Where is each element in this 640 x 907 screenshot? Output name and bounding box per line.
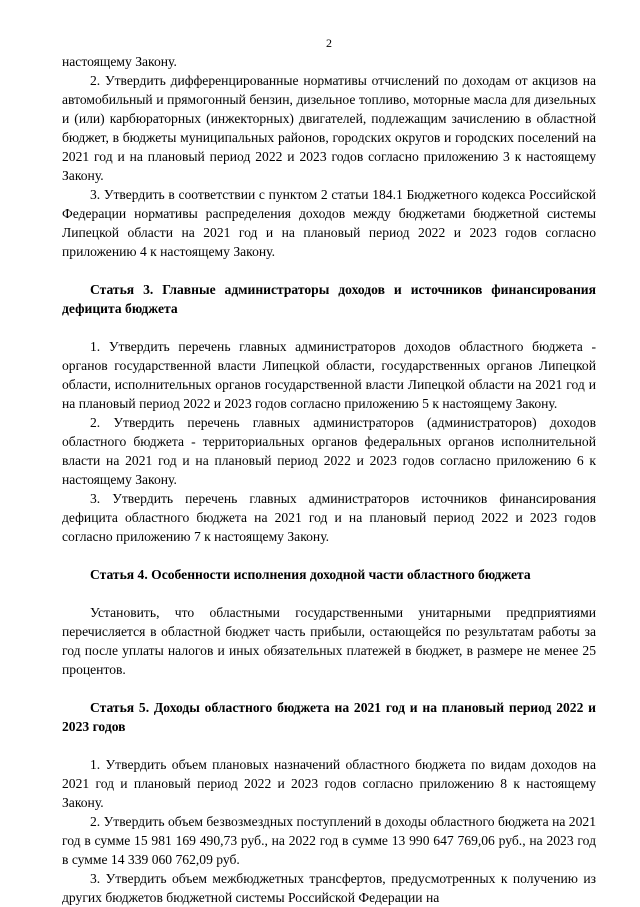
spacer <box>62 679 596 698</box>
article3-item-2: 2. Утвердить перечень главных администраторов (администраторов) доходов областного бюджета - территориальных органов федеральных органов исполнительной власти на 2021 год и на плановый период 2022 и 2023 годов согласно приложению 6 к настоящему Закону. <box>62 415 596 487</box>
article5-item-3: 3. Утвердить объем межбюджетных трансфертов, предусмотренных к получению из других бюджетов бюджетной системы Российской Федерации на <box>62 871 596 905</box>
article4-item-1: Установить, что областными государственными унитарными предприятиями перечисляется в областной бюджет часть прибыли, остающейся по результатам работы за год после уплаты налогов и иных обязательных платежей в бюджет, в размере не менее 25 процентов. <box>62 605 596 677</box>
article2-item-2: 2. Утвердить дифференцированные нормативы отчислений по доходам от акцизов на автомобильный и прямогонный бензин, дизельное топливо, моторные масла для дизельных и (или) карбюраторных (инжекторных) двигателей, подлежащим зачислению в областной бюджет, в бюджеты муниципальных районов, городских округов и городских поселений на 2021 год и на плановый период 2022 и 2023 годов согласно приложению 3 к настоящему Закону. <box>62 73 596 183</box>
article2-item-3: 3. Утвердить в соответствии с пунктом 2 статьи 184.1 Бюджетного кодекса Российской Федерации нормативы распределения доходов между бюджетами бюджетной системы Липецкой области на 2021 год и на плановый период 2022 и 2023 годов согласно приложению 4 к настоящему Закону. <box>62 187 596 259</box>
spacer <box>62 261 596 280</box>
spacer <box>62 584 596 603</box>
article5-item-2: 2. Утвердить объем безвозмездных поступлений в доходы областного бюджета на 2021 год в сумме 15 981 169 490,73 руб., на 2022 год в сумме 13 990 647 769,06 руб., на 2023 год в сумме 14 339 060 762,09 руб. <box>62 814 596 867</box>
article5-item-1: 1. Утвердить объем плановых назначений областного бюджета по видам доходов на 2021 год и плановый период 2022 и 2023 годов согласно приложению 8 к настоящему Закону. <box>62 757 596 810</box>
document-page <box>62 36 596 907</box>
top-fragment: настоящему Закону. <box>62 54 177 69</box>
article3-item-1: 1. Утвердить перечень главных администраторов доходов областного бюджета - органов государственной власти Липецкой области, государственных органов Липецкой области, исполнительных органов государственной власти Липецкой области на 2021 год и на плановый период 2022 и 2023 годов согласно приложению 5 к настоящему Закону. <box>62 339 596 411</box>
article3-item-3: 3. Утвердить перечень главных администраторов источников финансирования дефицита областного бюджета на 2021 год и на плановый период 2022 и 2023 годов согласно приложению 7 к настоящему Закону. <box>62 491 596 544</box>
page-number: 2 <box>326 36 332 50</box>
spacer <box>62 318 596 337</box>
article3-title: Статья 3. Главные администраторы доходов и источников финансирования дефицита бюджета <box>62 282 596 316</box>
article5-title: Статья 5. Доходы областного бюджета на 2021 год и на плановый период 2022 и 2023 годов <box>62 700 596 734</box>
spacer <box>62 546 596 565</box>
spacer <box>62 736 596 755</box>
article4-title: Статья 4. Особенности исполнения доходной части областного бюджета <box>90 567 531 582</box>
